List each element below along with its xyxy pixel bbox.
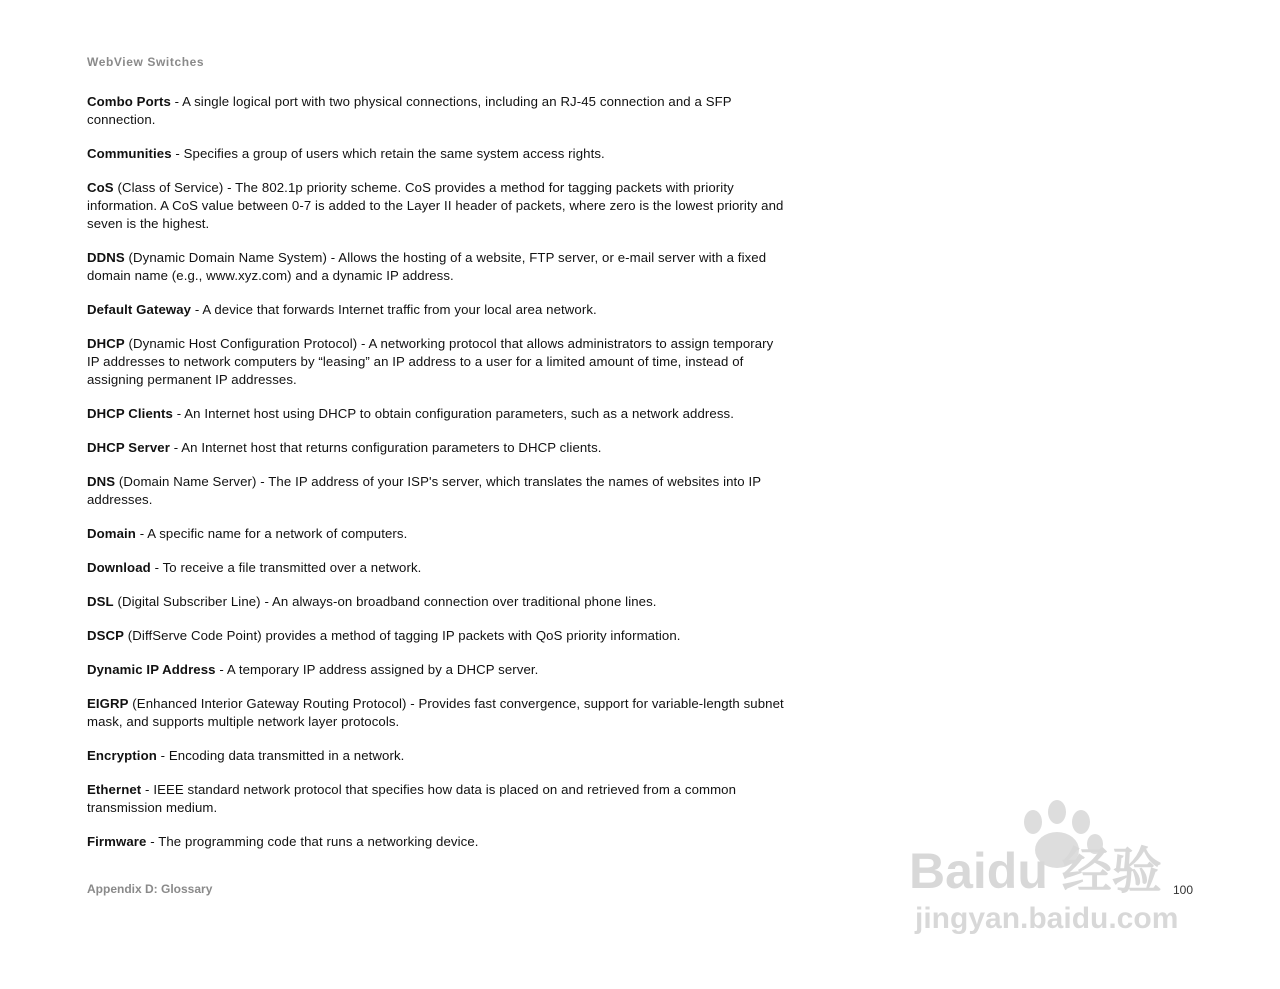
glossary-term: Dynamic IP Address — [87, 662, 216, 677]
glossary-entry — [87, 93, 787, 129]
glossary-term: CoS — [87, 180, 114, 195]
term-expansion: (Enhanced Interior Gateway Routing Protocol) — [128, 696, 407, 711]
glossary-entry — [87, 439, 787, 457]
running-header: WebView Switches — [87, 55, 205, 69]
glossary-term: DHCP — [87, 336, 125, 351]
glossary-entry — [87, 627, 787, 645]
glossary-entry — [87, 473, 787, 509]
term-expansion: (Digital Subscriber Line) — [113, 594, 261, 609]
page-number: 100 — [1173, 883, 1194, 897]
term-definition: - The programming code that runs a networking device. — [146, 834, 479, 849]
glossary-entry — [87, 833, 787, 851]
glossary-entry — [87, 781, 787, 817]
term-definition: - A device that forwards Internet traffic from your local area network. — [191, 302, 597, 317]
term-definition: - An always-on broadband connection over traditional phone lines. — [260, 594, 657, 609]
glossary-entry — [87, 525, 787, 543]
watermark-url: jingyan.baidu.com — [915, 902, 1179, 935]
glossary-term: Combo Ports — [87, 94, 171, 109]
glossary-term: Default Gateway — [87, 302, 192, 317]
glossary-term: Domain — [87, 526, 136, 541]
glossary-entry — [87, 335, 787, 389]
term-definition: - A single logical port with two physical connections, including an RJ-45 connection and a SFP connection. — [87, 94, 732, 127]
glossary-entry — [87, 145, 787, 163]
glossary-term: DSCP — [87, 628, 125, 643]
glossary-term: EIGRP — [87, 696, 129, 711]
glossary-entry — [87, 593, 787, 611]
term-definition: provides a method of tagging IP packets with QoS priority information. — [261, 628, 681, 643]
glossary-entry — [87, 747, 787, 765]
glossary-term: Firmware — [87, 834, 147, 849]
term-definition: - Specifies a group of users which retain the same system access rights. — [171, 146, 605, 161]
glossary-term: DDNS — [87, 250, 125, 265]
term-definition: - The IP address of your ISP's server, which translates the names of websites into IP addresses. — [87, 474, 761, 507]
glossary-term: DNS — [87, 474, 116, 489]
watermark-brand: Baidu 经验 — [909, 843, 1162, 899]
term-definition: - Encoding data transmitted in a network. — [156, 748, 405, 763]
glossary-term: DSL — [87, 594, 114, 609]
term-definition: - The 802.1p priority scheme. CoS provides a method for tagging packets with priority information. A CoS value between 0-7 is added to the Layer II header of packets, where zero is the lowest priority and seven is the highest. — [87, 180, 784, 231]
term-definition: - A temporary IP address assigned by a DHCP server. — [215, 662, 539, 677]
term-expansion: (Domain Name Server) — [115, 474, 257, 489]
glossary-list — [87, 93, 787, 867]
term-expansion: (Dynamic Domain Name System) — [124, 250, 328, 265]
term-definition: - Provides fast convergence, support for variable-length subnet mask, and supports multiple network layer protocols. — [87, 696, 784, 729]
term-definition: - To receive a file transmitted over a network. — [150, 560, 422, 575]
term-expansion: (Dynamic Host Configuration Protocol) — [124, 336, 358, 351]
glossary-term: Ethernet — [87, 782, 142, 797]
glossary-term: Communities — [87, 146, 172, 161]
term-expansion: (Class of Service) — [113, 180, 224, 195]
glossary-entry — [87, 405, 787, 423]
term-expansion: (DiffServe Code Point) — [124, 628, 262, 643]
term-definition: - A specific name for a network of computers. — [135, 526, 408, 541]
glossary-entry — [87, 559, 787, 577]
term-definition: - A networking protocol that allows administrators to assign temporary IP addresses to network computers by “leasing” an IP address to a user for a limited amount of time, instead of assigning permanent IP addresses. — [87, 336, 774, 387]
glossary-entry — [87, 695, 787, 731]
glossary-term: DHCP Server — [87, 440, 170, 455]
term-definition: - An Internet host that returns configuration parameters to DHCP clients. — [169, 440, 602, 455]
term-definition: - IEEE standard network protocol that specifies how data is placed on and retrieved from a common transmission medium. — [87, 782, 737, 815]
term-definition: - Allows the hosting of a website, FTP server, or e-mail server with a fixed domain name (e.g., www.xyz.com) and a dynamic IP address. — [87, 250, 767, 283]
glossary-entry — [87, 179, 787, 233]
glossary-term: DHCP Clients — [87, 406, 173, 421]
footer-section-title: Appendix D: Glossary — [87, 882, 213, 896]
glossary-entry — [87, 249, 787, 285]
glossary-entry — [87, 301, 787, 319]
glossary-entry — [87, 661, 787, 679]
glossary-term: Encryption — [87, 748, 157, 763]
glossary-term: Download — [87, 560, 151, 575]
baidu-jingyan-watermark — [905, 800, 1205, 940]
term-definition: - An Internet host using DHCP to obtain configuration parameters, such as a network address. — [172, 406, 734, 421]
